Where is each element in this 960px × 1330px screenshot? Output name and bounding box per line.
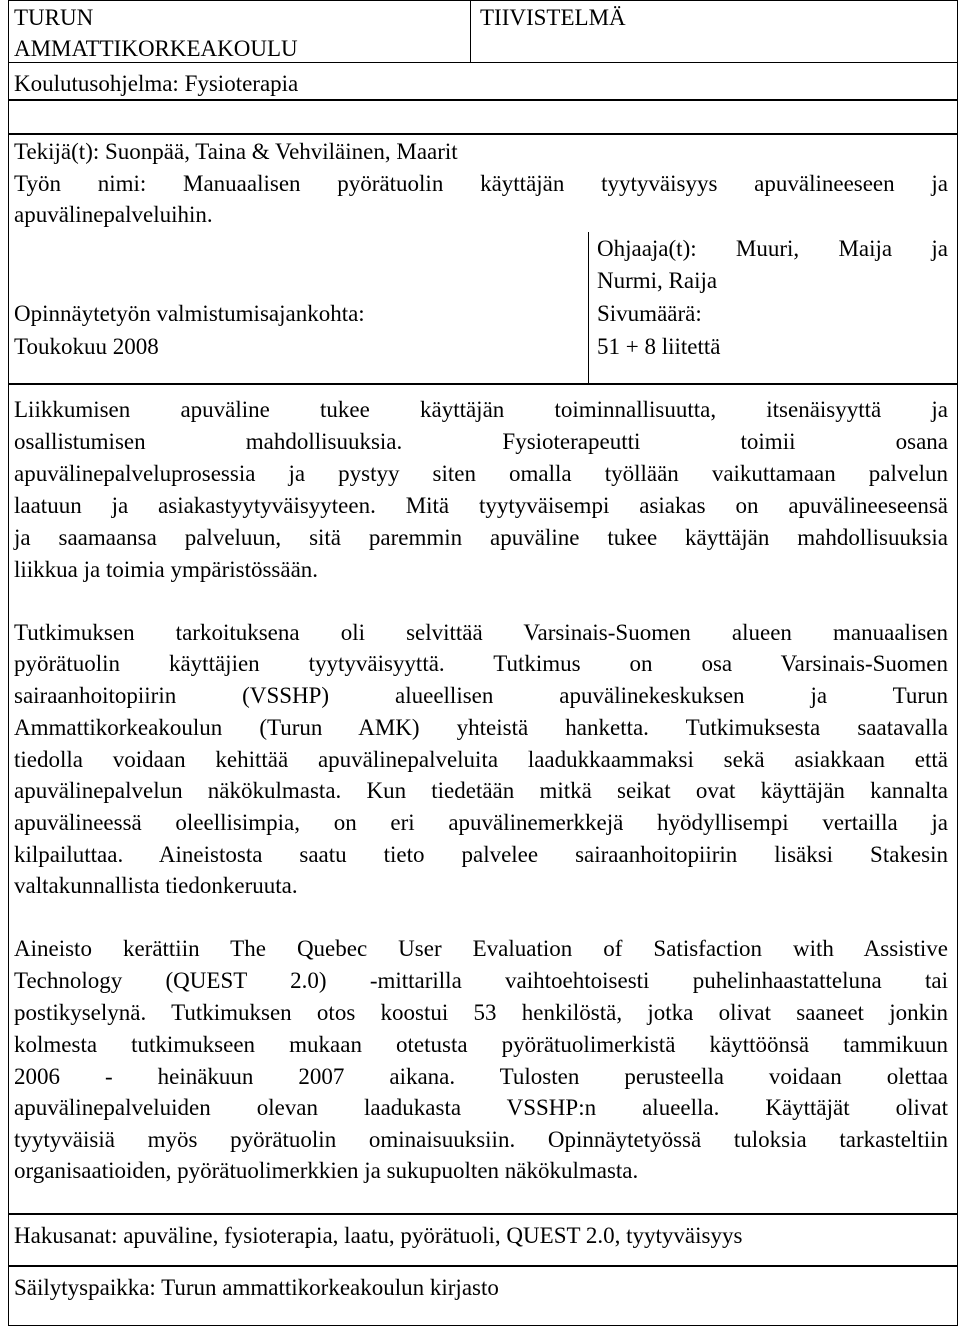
keywords: Hakusanat: apuväline, fysioterapia, laatu, pyörätuoli, QUEST 2.0, tyytyväisyys [14, 1223, 743, 1248]
institution-name-line1: TURUN [14, 5, 94, 30]
abstract-line: pyörätuolin käyttäjien tyytyväisyyttä. Tutkimus on osa Varsinais-Suomen [14, 651, 948, 676]
abstract-line: laatuun ja asiakastyytyväisyyteen. Mitä tyytyväisempi asiakas on apuvälineeseensä [14, 493, 948, 518]
supervisors-line1: Ohjaaja(t): Muuri, Maija ja [597, 236, 948, 261]
abstract-line: Aineisto kerättiin The Quebec User Evaluation of Satisfaction with Assistive [14, 936, 948, 961]
abstract-line: apuvälinepalvelun näkökulmasta. Kun tiedetään mitkä seikat ovat käyttäjän kannalta [14, 778, 948, 803]
supervisors-line2: Nurmi, Raija [597, 268, 718, 293]
abstract-line: tiedolla voidaan kehittää apuvälinepalveluita laadukkaammaksi sekä asiakkaan että [14, 747, 948, 772]
thesis-title-line2: apuvälinepalveluihin. [14, 202, 213, 227]
storage-location: Säilytyspaikka: Turun ammattikorkeakoulun kirjasto [14, 1275, 499, 1300]
programme: Koulutusohjelma: Fysioterapia [14, 71, 299, 96]
abstract-line: apuvälineessä oleellisimpia, on eri apuvälinemerkkejä hyödyllisempi vertailla ja [14, 810, 948, 835]
abstract-line: apuvälinepalveluprosessia ja pystyy siten omalla työllään vaikuttamaan palvelun [14, 461, 948, 486]
abstract-line: liikkua ja toimia ympäristössään. [14, 557, 319, 582]
abstract-line: ja saamaansa palveluun, sitä paremmin apuväline tukee käyttäjän mahdollisuuksia [14, 525, 948, 550]
abstract-line: apuvälinepalveluiden olevan laadukasta VSSHP:n alueella. Käyttäjät olivat [14, 1095, 948, 1120]
completion-value: Toukokuu 2008 [14, 334, 159, 359]
abstract-line: osallistumisen mahdollisuuksia. Fysioterapeutti toimii osana [14, 429, 948, 454]
completion-label: Opinnäytetyön valmistumisajankohta: [14, 301, 365, 326]
abstract-line: sairaanhoitopiirin (VSSHP) alueellisen apuvälinekeskuksen ja Turun [14, 683, 948, 708]
abstract-line: tyytyväisiä myös pyörätuolin ominaisuuksiin. Opinnäytetyössä tuloksia tarkasteltiin [14, 1127, 948, 1152]
abstract-line: Technology (QUEST 2.0) -mittarilla vaihtoehtoisesti puhelinhaastatteluna tai [14, 968, 948, 993]
document-type: TIIVISTELMÄ [480, 5, 626, 30]
abstract-line: kolmesta tutkimukseen mukaan otetusta pyörätuolimerkistä käyttöönsä tammikuun [14, 1032, 948, 1057]
institution-name-line2: AMMATTIKORKEAKOULU [14, 36, 298, 61]
abstract-line: Tutkimuksen tarkoituksena oli selvittää Varsinais-Suomen alueen manuaalisen [14, 620, 948, 645]
abstract-line: 2006 - heinäkuun 2007 aikana. Tulosten perusteella voidaan olettaa [14, 1064, 948, 1089]
abstract-line: kilpailuttaa. Aineistosta saatu tieto palvelee sairaanhoitopiirin lisäksi Stakesin [14, 842, 948, 867]
abstract-line: Liikkumisen apuväline tukee käyttäjän toiminnallisuutta, itsenäisyyttä ja [14, 397, 948, 422]
header-divider [470, 0, 471, 62]
thesis-title-line1: Työn nimi: Manuaalisen pyörätuolin käyttäjän tyytyväisyys apuvälineeseen ja [14, 171, 948, 196]
pages-value: 51 + 8 liitettä [597, 334, 721, 359]
abstract-line: organisaatioiden, pyörätuolimerkkien ja sukupuolten näkökulmasta. [14, 1158, 639, 1183]
metadata-divider [588, 232, 589, 384]
pages-label: Sivumäärä: [597, 301, 702, 326]
metadata-frame [8, 100, 958, 134]
abstract-line: Ammattikorkeakoulun (Turun AMK) yhteistä hanketta. Tutkimuksesta saatavalla [14, 715, 948, 740]
authors: Tekijä(t): Suonpää, Taina & Vehviläinen, Maarit [14, 139, 458, 164]
abstract-line: postikyselynä. Tutkimuksen otos koostui 53 henkilöstä, jotka olivat saaneet jonkin [14, 1000, 948, 1025]
abstract-line: valtakunnallista tiedonkeruuta. [14, 873, 298, 898]
